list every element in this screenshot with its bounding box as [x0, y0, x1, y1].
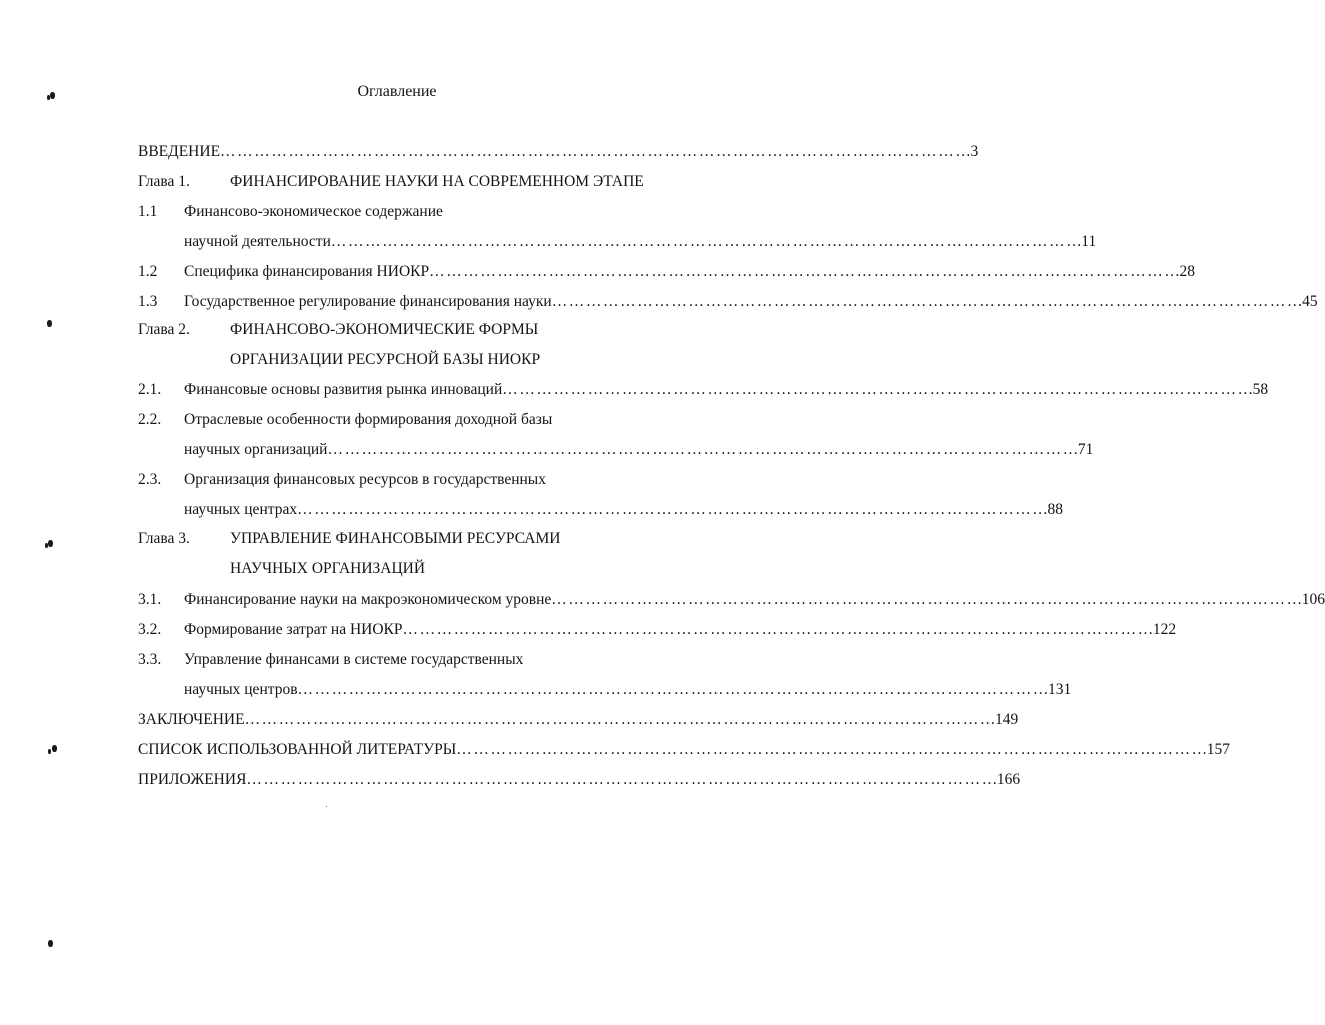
binding-mark: [47, 95, 50, 100]
chapter-heading-1[interactable]: [0, 170, 794, 194]
page-number: 166: [996, 771, 1021, 788]
toc-entry-1-2[interactable]: [0, 260, 1196, 284]
leader-dots: ……………………………………………………………………………………………………………………: [456, 741, 1209, 758]
leader-dots: ……………………………………………………………………………………………………………………: [327, 441, 1080, 458]
page-number: 3: [970, 143, 979, 160]
page-number: 106: [1301, 591, 1325, 608]
leader-dots: ……………………………………………………………………………………………………………………: [429, 263, 1182, 280]
toc-entry-1-1-cont[interactable]: [0, 230, 1097, 254]
binding-mark: [48, 540, 53, 547]
page-number: 58: [1252, 381, 1269, 398]
section-title-cont: научных центрах: [184, 501, 298, 518]
page-number: 122: [1152, 621, 1177, 638]
leader-dots: ……………………………………………………………………………………………………………………: [297, 501, 1050, 518]
leader-dots: ……………………………………………………………………………………………………………………: [330, 233, 1084, 250]
toc-entry-3-3[interactable]: [0, 648, 794, 672]
page-number: 71: [1077, 441, 1094, 458]
toc-entry-2-2[interactable]: [0, 408, 794, 432]
toc-entry-text: ЗАКЛЮЧЕНИЕ: [138, 711, 245, 728]
section-number: 3.1.: [138, 591, 162, 608]
toc-entry-3-1[interactable]: [0, 588, 1325, 612]
section-number: 3.2.: [138, 621, 162, 638]
chapter-title: УПРАВЛЕНИЕ ФИНАНСОВЫМИ РЕСУРСАМИ: [230, 530, 561, 547]
toc-entry-2-3[interactable]: [0, 468, 794, 492]
toc-entry-2-3-cont[interactable]: [0, 498, 1063, 522]
chapter-heading-3[interactable]: [0, 527, 794, 551]
binding-mark: [45, 543, 48, 548]
section-number: 1.3: [138, 293, 158, 310]
chapter-label: Глава 3.: [138, 530, 190, 547]
toc-entry-text: ВВЕДЕНИЕ: [138, 143, 221, 160]
page-number: 28: [1179, 263, 1196, 280]
page-title: Оглавление: [357, 83, 437, 100]
leader-dots: ……………………………………………………………………………………………………………………: [244, 711, 997, 728]
toc-entry-text: СПИСОК ИСПОЛЬЗОВАННОЙ ЛИТЕРАТУРЫ: [138, 741, 457, 758]
leader-dots: ……………………………………………………………………………………………………………………: [502, 381, 1255, 398]
scan-speck: [326, 806, 327, 807]
toc-entry-1-1[interactable]: [0, 200, 794, 224]
leader-dots: ……………………………………………………………………………………………………………………: [297, 681, 1050, 698]
binding-mark: [48, 749, 51, 754]
chapter-title: ФИНАНСИРОВАНИЕ НАУКИ НА СОВРЕМЕННОМ ЭТАПЕ: [230, 173, 644, 190]
leader-dots: ……………………………………………………………………………………………………………………: [246, 771, 999, 788]
toc-entry-intro[interactable]: [0, 140, 979, 164]
section-number: 2.1.: [138, 381, 162, 398]
chapter-title-cont: ОРГАНИЗАЦИИ РЕСУРСНОЙ БАЗЫ НИОКР: [230, 351, 541, 368]
toc-entry-3-3-cont[interactable]: [0, 678, 1072, 702]
section-title-cont: научных центров: [184, 681, 298, 698]
chapter-heading-2[interactable]: [0, 318, 794, 342]
section-title: Организация финансовых ресурсов в государственных: [184, 471, 546, 488]
toc-entry-2-1[interactable]: [0, 378, 1269, 402]
toc-entry-1-3[interactable]: [0, 290, 1318, 314]
page-number: 11: [1081, 233, 1097, 250]
section-number: 1.2: [138, 263, 158, 280]
page-number: 45: [1302, 293, 1318, 310]
chapter-title: ФИНАНСОВО-ЭКОНОМИЧЕСКИЕ ФОРМЫ: [230, 321, 539, 338]
section-title: Формирование затрат на НИОКР: [184, 621, 403, 638]
section-title-cont: научной деятельности: [184, 233, 331, 250]
page-number: 131: [1047, 681, 1072, 698]
section-title: Специфика финансирования НИОКР: [184, 263, 430, 280]
section-title: Финансово-экономическое содержание: [184, 203, 443, 220]
toc-entry-text: ПРИЛОЖЕНИЯ: [138, 771, 247, 788]
toc-entry-references[interactable]: [0, 738, 1230, 762]
page-number: 88: [1047, 501, 1063, 518]
section-title: Отраслевые особенности формирования доходной базы: [184, 411, 553, 428]
section-title: Финансовые основы развития рынка инноваций: [184, 381, 503, 398]
section-number: 2.2.: [138, 411, 162, 428]
leader-dots: ……………………………………………………………………………………………………………………: [551, 293, 1305, 310]
chapter-heading-3-cont[interactable]: [0, 557, 794, 581]
section-title-cont: научных организаций: [184, 441, 328, 458]
page-number: 149: [994, 711, 1019, 728]
chapter-label: Глава 2.: [138, 321, 190, 338]
leader-dots: ……………………………………………………………………………………………………………………: [551, 591, 1304, 608]
toc-entry-conclusion[interactable]: [0, 708, 1019, 732]
toc-entry-2-2-cont[interactable]: [0, 438, 1094, 462]
chapter-title-cont: НАУЧНЫХ ОРГАНИЗАЦИЙ: [230, 560, 426, 577]
section-number: 1.1: [138, 203, 158, 220]
section-title: Государственное регулирование финансирования науки: [184, 293, 552, 310]
section-title: Управление финансами в системе государственных: [184, 651, 524, 668]
chapter-label: Глава 1.: [138, 173, 190, 190]
binding-mark: [48, 940, 53, 947]
section-number: 3.3.: [138, 651, 162, 668]
section-title: Финансирование науки на макроэкономическом уровне: [184, 591, 552, 608]
binding-mark: [52, 745, 57, 752]
page-number: 157: [1206, 741, 1230, 758]
leader-dots: ……………………………………………………………………………………………………………………: [220, 143, 973, 160]
leader-dots: ……………………………………………………………………………………………………………………: [402, 621, 1155, 638]
chapter-heading-2-cont[interactable]: [0, 348, 794, 372]
toc-entry-appendices[interactable]: [0, 768, 1021, 792]
toc-entry-3-2[interactable]: [0, 618, 1177, 642]
binding-mark: [47, 320, 52, 327]
section-number: 2.3.: [138, 471, 162, 488]
binding-mark: [50, 92, 55, 99]
